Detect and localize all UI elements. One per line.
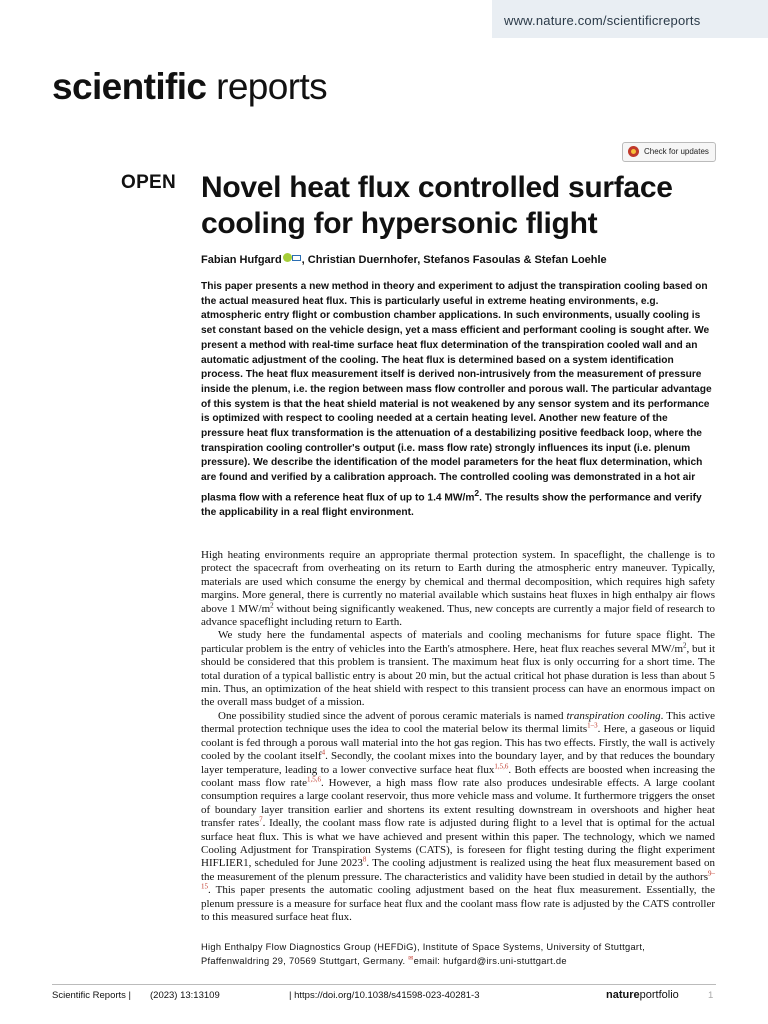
email-icon[interactable] [292,255,301,261]
orcid-icon[interactable] [283,253,292,262]
check-for-updates-button[interactable] [622,142,716,162]
p3-text-g: . Ideally, the coolant mass flow rate is adjusted during flight to a level that is optimal for the actual surface heat flux. This is what we have achieved and present within this paper. The technology, which we named Cooling Adjustment for Transpiration Systems (CATS), is foreseen for flight testing during the flight experiment HIFLIER1, scheduled for June 2023 [201,817,715,870]
journal-brand-logo[interactable] [52,66,327,108]
reference-link[interactable]: 1,5,6 [494,761,509,770]
brand-bold: scientific [52,66,207,107]
open-access-label: OPEN [121,172,177,193]
reference-link[interactable]: 1–3 [587,721,598,730]
page-number: 1 [708,990,714,1001]
reference-link[interactable]: 8 [362,855,367,864]
p3-text-c: . Here, a gaseous or liquid coolant is fed through a porous wall material into the hot gas region. This has two effects. Firstly, the wall is actively cooled by the coolant itself [201,723,715,763]
p1-text: High heating environments require an appropriate thermal protection system. In spaceflight, the challenge is to protect the spacecraft from overheating on its return to Earth during the atmospheric entry maneuver. Typically, materials are used which consume the energy by chemical and thermal decomposition, which requires high safety margins. More general, there is currently no material available which sustains heat fluxes in high enthalpy air flows above 1 MW/m [201,549,715,615]
p3-text-d: . Secondly, the coolant mixes into the boundary layer, and by that reduces the boundary layer temperature, leading to a lower convective surface heat flux [201,750,715,776]
brand-light: reports [216,66,328,107]
authors-rest[interactable]: , Christian Duernhofer, Stefanos Fasoulas & Stefan Loehle [301,254,607,266]
journal-url-bar[interactable] [492,0,768,38]
abstract [201,280,713,521]
abstract-superscript: 2 [474,487,480,498]
reference-link[interactable]: 7 [259,815,263,824]
body-paragraph-2 [201,629,715,709]
body-paragraph-3 [201,710,715,925]
body-paragraph-1 [201,549,715,629]
affiliation-note [201,940,716,968]
article-body [201,549,715,924]
p1-superscript: 2 [270,600,274,609]
abstract-text: This paper presents a new method in theory and experiment to adjust the transpiration cooling based on the actual measured heat flux. This is particularly useful in extreme heating environments, e.g. atmospheric entry flight or combustion chamber applications. In such environments, usually cooling is set constant based on the vehicle design, yet a mass efficient and performant cooling is sought after. We present a method with real-time surface heat flux determination of the transpiration cooled wall and an automatic adjustment of the cooling. The heat flux is determined based on a system identification process. The heat flux measurement itself is derived non-intrusively from the measurement of pressure inside the plenum, i.e. the region between mass flow controller and porous wall. The particular advantage of this system is that the heat shield material is not weakened by any sensor system and its performance is optimized with respect to cooling needed at a certain heating level. Another new feature of the pressure heat flux transformation is the attenuation of a destabilizing positive feedback loop, where the transpiration cooling controller's output (i.e. mass flow rate) strongly influences its input (i.e. plenum pressure). We describe the identification of the model parameters for the heat flux determination, which are found and verified by a calibration approach. The controlled cooling was demonstrated in a hot air plasma flow with a reference heat flux of up to 1.4 MW/m [201,281,712,504]
crossmark-icon [628,146,639,157]
p3-text-a: One possibility studied since the advent of porous ceramic materials is named [218,709,567,722]
page-footer [52,990,716,1006]
np-light: portfolio [639,989,679,1001]
p2-text-end: , but it should be considered that this problem is transient. The maximum heat flux is only occurring for a short time. The total duration of a typical ballistic entry is about 20 min, but the actual critical hot phase duration is less than about 5 min. Thus, an optimization of the heat shield with respect to this transient process can have an enormous impact on the overall mass budget of a mission. [201,642,715,709]
reference-link[interactable]: 9–15 [201,869,715,891]
footer-doi-link[interactable]: | https://doi.org/10.1038/s41598-023-40281-3 [289,990,480,1001]
author-first[interactable]: Fabian Hufgard [201,254,282,266]
footer-citation: (2023) 13:13109 [150,990,220,1001]
author-list [201,253,607,266]
abstract-text-end: . The results show the performance and verify the applicability in a real flight environment. [201,492,702,518]
p3-text-f: . However, a high mass flow rate also produces undesirable effects. A large coolant consumption requires a large coolant reservoir, thus more vehicle mass and volume. It furthermore triggers the onset of boundary layer transition earlier and shortens its extent resulting downstream in overshoots and higher heat transfer rates [201,776,715,830]
p3-text-h: . The cooling adjustment is realized using the heat flux measurement based on the measurement of the plenum pressure. The characteristics and validity have been studied in detail by the authors [201,857,716,883]
p1-text-end: without being significantly weakened. Thus, new concepts are currently a major field of research to advance spaceflight including return to Earth. [201,602,716,629]
check-for-updates-label: Check for updates [644,147,709,156]
affiliation-text: High Enthalpy Flow Diagnostics Group (HEFDiG), Institute of Space Systems, University of Stuttgart, Pfaffenwaldring 29, 70569 Stuttgart, Germany. [201,942,646,966]
footer-divider [52,984,716,985]
footer-journal: Scientific Reports | [52,990,132,1001]
p3-text-e: . Both effects are boosted when increasing the coolant mass flow rate [201,763,715,789]
journal-url[interactable]: www.nature.com/scientificreports [504,13,701,28]
p2-superscript: 2 [683,641,687,650]
p3-text-b: . This active thermal protection technique uses the idea to cool the material below its thermal limits [201,709,715,736]
p3-emphasis: transpiration cooling [566,709,661,722]
article-title: Novel heat flux controlled surface cooling for hypersonic flight [201,171,673,240]
email-marker: ✉ [408,955,414,962]
reference-link[interactable]: 1,5,6 [306,775,321,784]
np-bold: nature [606,989,640,1001]
p2-text: We study here the fundamental aspects of materials and cooling mechanisms for future space flight. The particular problem is the entry of vehicles into the Earth's atmosphere. Here, heat flux reaches several MW/m [201,629,715,655]
corresponding-email[interactable]: email: hufgard@irs.uni-stuttgart.de [413,956,567,966]
reference-link[interactable]: 4 [321,748,326,757]
nature-portfolio-logo [606,989,679,1001]
p3-text-i: . This paper presents the automatic cooling adjustment based on the heat flux measurement. Essentially, the plenum pressure is a measure for surface heat flux and the coolant mass flow rate is adjusted by the CATS controller to this measured surface heat flux. [201,884,715,923]
